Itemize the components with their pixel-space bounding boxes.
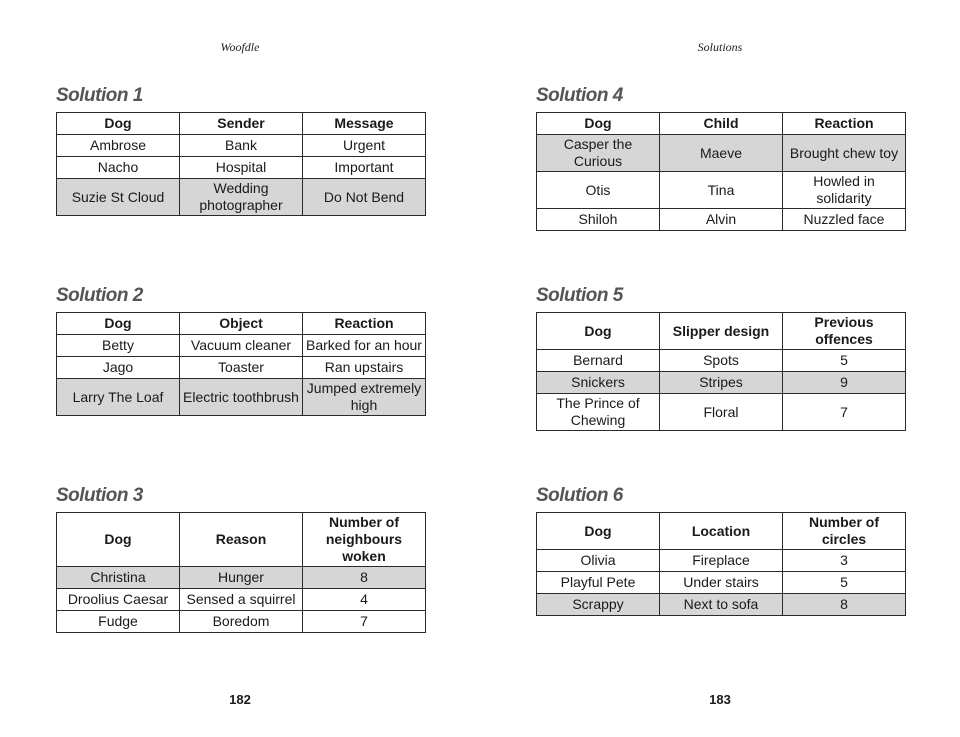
running-head: Woofdle (220, 40, 260, 54)
table-cell: Larry The Loaf (57, 379, 180, 416)
solution-title: Solution 1 (56, 85, 143, 106)
table-cell: Nuzzled face (783, 209, 906, 231)
page-number: 183 (709, 692, 731, 707)
table-cell: Ambrose (57, 135, 180, 157)
table-cell: Ran upstairs (303, 357, 426, 379)
table-row (57, 611, 426, 633)
column-header: Dog (537, 513, 660, 550)
table-cell: Shiloh (537, 209, 660, 231)
table-cell: Spots (660, 350, 783, 372)
table-cell: Bank (180, 135, 303, 157)
solution-table (536, 312, 906, 431)
table-cell: 8 (303, 567, 426, 589)
table-cell: Betty (57, 335, 180, 357)
column-header: Object (180, 313, 303, 335)
column-header: Location (660, 513, 783, 550)
table-cell: The Prince of Chewing (537, 394, 660, 431)
solution-2 (56, 285, 425, 416)
column-header: Sender (180, 113, 303, 135)
table-row (537, 350, 906, 372)
column-header: Slipper design (660, 313, 783, 350)
table-cell: Fireplace (660, 550, 783, 572)
table-row (537, 209, 906, 231)
table-cell: Floral (660, 394, 783, 431)
table-cell: Maeve (660, 135, 783, 172)
table-cell: Important (303, 157, 426, 179)
table-cell: Brought chew toy (783, 135, 906, 172)
table-row (537, 394, 906, 431)
table-row-highlighted (57, 567, 426, 589)
table-row (57, 157, 426, 179)
table-header-row (537, 513, 906, 550)
table-row-highlighted (57, 179, 426, 216)
right-page (480, 0, 960, 737)
table-cell: Electric toothbrush (180, 379, 303, 416)
table-cell: 7 (783, 394, 906, 431)
table-row (57, 135, 426, 157)
column-header: Dog (57, 113, 180, 135)
table-cell: Howled in solidarity (783, 172, 906, 209)
solution-title: Solution 6 (536, 485, 623, 506)
table-cell: Wedding photographer (180, 179, 303, 216)
table-cell: Scrappy (537, 594, 660, 616)
solution-title: Solution 5 (536, 285, 623, 306)
table-cell: 8 (783, 594, 906, 616)
table-header-row (537, 113, 906, 135)
table-cell: Barked for an hour (303, 335, 426, 357)
table-cell: Alvin (660, 209, 783, 231)
table-cell: Hunger (180, 567, 303, 589)
table-cell: 5 (783, 572, 906, 594)
table-cell: Nacho (57, 157, 180, 179)
table-cell: Stripes (660, 372, 783, 394)
table-row (537, 550, 906, 572)
column-header: Dog (57, 513, 180, 567)
table-row-highlighted (537, 594, 906, 616)
table-cell: Playful Pete (537, 572, 660, 594)
table-cell: Vacuum cleaner (180, 335, 303, 357)
column-header: Reaction (783, 113, 906, 135)
solution-table (56, 512, 426, 633)
table-cell: 3 (783, 550, 906, 572)
table-cell: Snickers (537, 372, 660, 394)
table-cell: Toaster (180, 357, 303, 379)
solution-3 (56, 485, 425, 633)
solution-title: Solution 4 (536, 85, 623, 106)
table-row (57, 589, 426, 611)
column-header: Message (303, 113, 426, 135)
solution-table (56, 112, 426, 216)
running-head: Solutions (697, 40, 743, 54)
column-header: Number of circles (783, 513, 906, 550)
column-header: Dog (537, 313, 660, 350)
table-header-row (537, 313, 906, 350)
table-cell: Under stairs (660, 572, 783, 594)
table-header-row (57, 513, 426, 567)
solution-4 (536, 85, 905, 231)
solution-1 (56, 85, 425, 216)
column-header: Dog (537, 113, 660, 135)
table-cell: Sensed a squirrel (180, 589, 303, 611)
solution-table (536, 512, 906, 616)
table-row (537, 572, 906, 594)
table-row (537, 172, 906, 209)
page-number: 182 (229, 692, 251, 707)
column-header: Reaction (303, 313, 426, 335)
table-row-highlighted (57, 379, 426, 416)
table-row (57, 357, 426, 379)
table-cell: Olivia (537, 550, 660, 572)
table-cell: 7 (303, 611, 426, 633)
table-cell: Next to sofa (660, 594, 783, 616)
table-row (57, 335, 426, 357)
table-cell: Hospital (180, 157, 303, 179)
table-cell: Do Not Bend (303, 179, 426, 216)
solution-table (536, 112, 906, 231)
solution-table (56, 312, 426, 416)
column-header: Previous offences (783, 313, 906, 350)
table-row-highlighted (537, 135, 906, 172)
table-header-row (57, 113, 426, 135)
table-cell: Fudge (57, 611, 180, 633)
table-cell: 5 (783, 350, 906, 372)
column-header: Number of neighbours woken (303, 513, 426, 567)
table-row-highlighted (537, 372, 906, 394)
table-cell: Bernard (537, 350, 660, 372)
table-cell: 4 (303, 589, 426, 611)
table-cell: Jago (57, 357, 180, 379)
table-cell: Christina (57, 567, 180, 589)
table-header-row (57, 313, 426, 335)
table-cell: Urgent (303, 135, 426, 157)
column-header: Dog (57, 313, 180, 335)
table-cell: Casper the Curious (537, 135, 660, 172)
table-cell: Boredom (180, 611, 303, 633)
solution-5 (536, 285, 905, 431)
solution-6 (536, 485, 905, 616)
column-header: Child (660, 113, 783, 135)
table-cell: Suzie St Cloud (57, 179, 180, 216)
table-cell: Tina (660, 172, 783, 209)
solution-title: Solution 2 (56, 285, 143, 306)
table-cell: Otis (537, 172, 660, 209)
table-cell: 9 (783, 372, 906, 394)
table-cell: Jumped extremely high (303, 379, 426, 416)
column-header: Reason (180, 513, 303, 567)
solution-title: Solution 3 (56, 485, 143, 506)
table-cell: Droolius Caesar (57, 589, 180, 611)
